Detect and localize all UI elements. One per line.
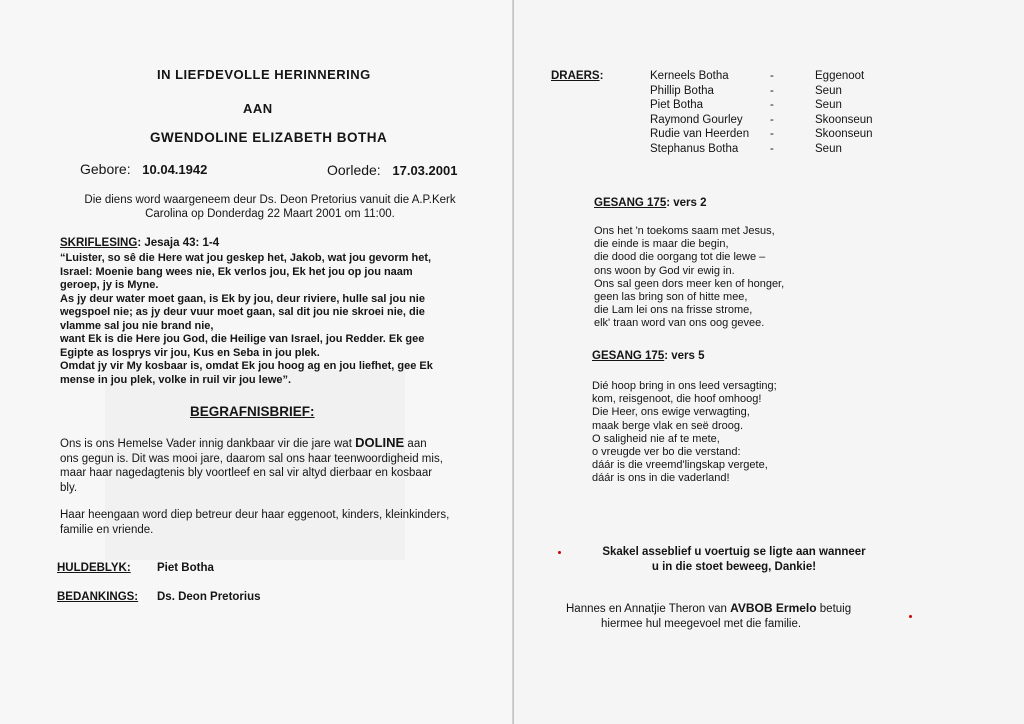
bearer-row: [650, 143, 873, 158]
letter-heading: BEGRAFNISBRIEF:: [190, 404, 315, 419]
undertaker-credit: [566, 601, 851, 632]
bearer-dash: -: [770, 70, 774, 82]
hymn2-text: [592, 380, 777, 486]
bearer-row: [650, 99, 873, 114]
bearer-name: Piet Botha: [650, 99, 704, 111]
bearer-dash: -: [770, 142, 774, 155]
bearer-dash: -: [770, 113, 774, 126]
tribute-value: Piet Botha: [157, 562, 214, 574]
reading-heading: [60, 237, 219, 249]
scripture-line: mense in jou plek, volke in ruil vir jou lewe”.: [60, 373, 292, 386]
bearer-relation: Eggenoot: [815, 70, 865, 82]
bearer-relation: Seun: [815, 84, 842, 97]
credit-text: Hannes en Annatjie Theron van: [566, 603, 731, 615]
bearer-name: Kerneels Botha: [650, 70, 729, 82]
hymn-line: O saligheid nie af te mete,: [592, 432, 720, 445]
headlights-notice: [554, 545, 914, 575]
bearers-heading: [551, 70, 603, 82]
hymn-line: die einde is maar die begin,: [594, 238, 729, 251]
hymn-line: Die Heer, ons ewige verwagting,: [592, 406, 750, 419]
credit-line: [566, 601, 851, 617]
hymn2-verse: : vers 5: [664, 350, 705, 362]
right-page: [514, 0, 1024, 724]
scripture-line: “Luister, so sê die Here wat jou geskep het, Jakob, wat jou gevorm het,: [60, 252, 432, 264]
hymn1-text: [594, 225, 784, 331]
bearer-name: Raymond Gourley: [650, 113, 743, 126]
hymn-line: dáár is die vreemd'lingskap vergete,: [592, 459, 768, 472]
born-date: 10.04.1942: [142, 162, 208, 177]
letter-line: maar haar nagedagtenis bly voortleef en sal vir altyd dierbaar en kosbaar: [60, 467, 433, 479]
hymn-line: geen las bring son of hitte mee,: [594, 291, 748, 304]
bearer-relation: Skoonseun: [815, 128, 873, 140]
hymn-line: die Lam lei ons na frisse strome,: [594, 304, 753, 317]
letter-line: ons gegun is. Dit was mooi jare, daarom sal ons haar teenwoordigheid mis,: [60, 452, 443, 465]
bearers-table: [650, 70, 873, 157]
hymn-line: Dié hoop bring in ons leed versagting;: [592, 380, 777, 392]
letter-line: familie en vriende.: [60, 523, 154, 536]
letter-text: aan: [404, 438, 427, 450]
notice-line: u in die stoet beweeg, Dankie!: [651, 561, 817, 573]
reading-label: SKRIFLESING: [60, 237, 138, 249]
bearer-dash: -: [770, 84, 774, 97]
bearer-dash: -: [770, 128, 774, 140]
heading-aan: AAN: [243, 101, 273, 116]
hymn-line: kom, reisgenoot, die hoof omhoog!: [592, 393, 762, 406]
letter-paragraph-1: [60, 436, 443, 495]
reading-reference: : Jesaja 43: 1-4: [137, 237, 220, 249]
hymn-line: Ons het 'n toekoms saam met Jesus,: [594, 225, 775, 237]
scripture-line: want Ek is die Here jou God, die Heilige van Israel, jou Redder. Ek gee: [60, 333, 425, 345]
scripture-line: Egipte as losprys vir jou, Kus en Seba in jou plek.: [60, 346, 320, 359]
bearer-relation: Skoonseun: [815, 113, 873, 126]
hymn-line: Ons sal geen dors meer ken of honger,: [594, 277, 785, 290]
bearer-name: Rudie van Heerden: [650, 128, 750, 140]
scripture-line: As jy deur water moet gaan, is Ek by jou, deur riviere, hulle sal jou nie: [60, 292, 425, 305]
bearer-name: Stephanus Botha: [650, 142, 739, 155]
hymn1-heading: [594, 197, 707, 209]
service-info: [60, 193, 480, 221]
tribute-label: HULDEBLYK:: [57, 562, 131, 574]
ink-dot: [909, 615, 912, 618]
born-label: Gebore:: [80, 161, 131, 177]
hymn-line: maak berge vlak en seë droog.: [592, 419, 744, 432]
credit-text: betuig: [816, 603, 852, 615]
died-label: Oorlede:: [327, 162, 381, 178]
service-line: Carolina op Donderdag 22 Maart 2001 om 11:00.: [145, 208, 395, 220]
hymn-line: dáár is ons in die vaderland!: [592, 472, 730, 485]
died-date: 17.03.2001: [392, 163, 458, 178]
scripture-line: wegspoel nie; as jy deur vuur moet gaan, sal dit jou nie skroei nie, die: [60, 306, 425, 318]
bearer-row: [650, 128, 873, 143]
service-line: Die diens word waargeneem deur Ds. Deon Pretorius vanuit die A.P.Kerk: [84, 194, 456, 206]
hymn2-label: GESANG 175: [592, 350, 665, 362]
letter-text: Ons is ons Hemelse Vader innig dankbaar vir die jare wat: [60, 438, 356, 450]
thanks-value: Ds. Deon Pretorius: [157, 591, 261, 603]
bearer-row: [650, 114, 873, 129]
hymn-line: o vreugde ver bo die verstand:: [592, 446, 741, 459]
hymn-line: die dood die oorgang tot die lewe –: [594, 251, 766, 264]
scripture-line: Israel: Moenie bang wees nie, Ek verlos jou, Ek het jou op jou naam: [60, 265, 413, 278]
nickname: DOLINE: [355, 435, 405, 450]
deceased-name: GWENDOLINE ELIZABETH BOTHA: [150, 130, 388, 145]
letter-first-line: [60, 436, 443, 452]
bearer-name: Phillip Botha: [650, 84, 714, 97]
letter-line: Haar heengaan word diep betreur deur haar eggenoot, kinders, kleinkinders,: [60, 509, 450, 521]
bearer-row: [650, 85, 873, 100]
scripture-line: vlamme sal jou nie brand nie,: [60, 319, 214, 332]
thanks-label: BEDANKINGS:: [57, 591, 139, 603]
bearers-label: DRAERS: [551, 70, 600, 82]
hymn2-heading: [592, 350, 705, 362]
letter-paragraph-2: [60, 508, 449, 537]
undertaker-name: AVBOB Ermelo: [730, 601, 817, 615]
bearer-row: [650, 70, 873, 85]
notice-line: Skakel asseblief u voertuig se ligte aan wanneer: [602, 546, 866, 558]
bearer-relation: Seun: [815, 142, 842, 155]
bearer-relation: Seun: [815, 99, 842, 111]
scripture-line: geroep, jy is Myne.: [60, 279, 159, 291]
letter-line: bly.: [60, 481, 78, 494]
bearer-dash: -: [770, 99, 774, 111]
hymn1-verse: : vers 2: [666, 197, 707, 209]
scripture-text: [60, 252, 433, 387]
credit-line: hiermee hul meegevoel met die familie.: [601, 618, 802, 630]
hymn1-label: GESANG 175: [594, 197, 667, 209]
bearers-colon: :: [599, 70, 604, 82]
scripture-line: Omdat jy vir My kosbaar is, omdat Ek jou hoog ag en jou liefhet, gee Ek: [60, 360, 433, 372]
hymn-line: ons woon by God vir ewig in.: [594, 264, 735, 277]
born-row: [80, 161, 207, 177]
memorial-heading: IN LIEFDEVOLLE HERINNERING: [157, 67, 371, 82]
died-row: [327, 162, 457, 178]
hymn-line: elk' traan word van ons oog gevee.: [594, 317, 765, 330]
